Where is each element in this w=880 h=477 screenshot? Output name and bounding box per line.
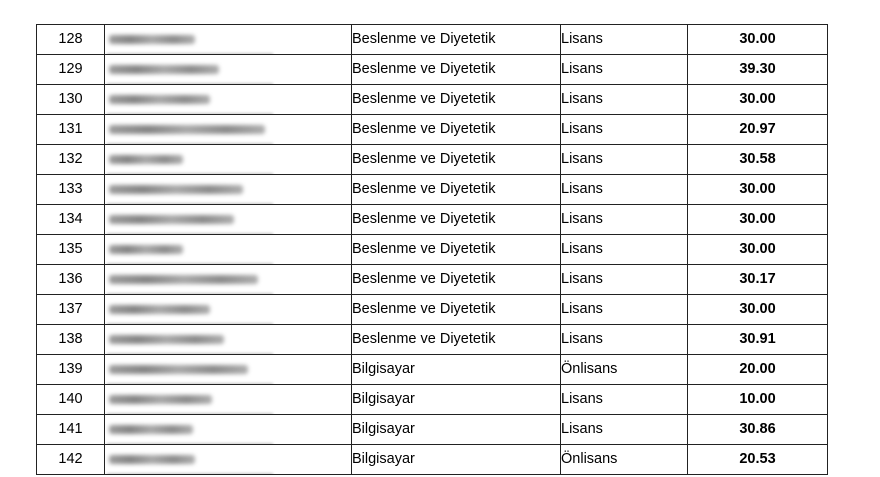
table-row: [37, 115, 828, 145]
department-cell: Beslenme ve Diyetetik: [352, 235, 561, 265]
blurred-name-underline: [107, 473, 273, 475]
table-row: [37, 325, 828, 355]
blurred-name-text: [109, 185, 243, 194]
department-cell: Beslenme ve Diyetetik: [352, 85, 561, 115]
blurred-name-text: [109, 395, 212, 404]
candidate-name-cell: [105, 115, 352, 145]
row-number-cell: 130: [37, 85, 105, 115]
candidate-name-cell: [105, 145, 352, 175]
blurred-name: [105, 235, 351, 264]
blurred-name: [105, 325, 351, 354]
candidate-name-cell: [105, 25, 352, 55]
table-row: [37, 25, 828, 55]
department-cell: Beslenme ve Diyetetik: [352, 295, 561, 325]
score-cell: 30.17: [688, 265, 828, 295]
row-number-cell: 140: [37, 385, 105, 415]
degree-cell: Lisans: [561, 235, 688, 265]
score-cell: 20.53: [688, 445, 828, 475]
department-cell: Beslenme ve Diyetetik: [352, 325, 561, 355]
score-cell: 30.00: [688, 235, 828, 265]
row-number-cell: 129: [37, 55, 105, 85]
score-cell: 30.00: [688, 85, 828, 115]
department-cell: Beslenme ve Diyetetik: [352, 265, 561, 295]
department-cell: Beslenme ve Diyetetik: [352, 145, 561, 175]
degree-cell: Lisans: [561, 385, 688, 415]
blurred-name: [105, 25, 351, 54]
candidate-name-cell: [105, 445, 352, 475]
score-cell: 30.00: [688, 25, 828, 55]
candidate-name-cell: [105, 265, 352, 295]
row-number-cell: 134: [37, 205, 105, 235]
table-row: [37, 175, 828, 205]
score-cell: 20.97: [688, 115, 828, 145]
degree-cell: Lisans: [561, 205, 688, 235]
department-cell: Bilgisayar: [352, 355, 561, 385]
table-row: [37, 295, 828, 325]
blurred-name: [105, 265, 351, 294]
score-cell: 30.58: [688, 145, 828, 175]
degree-cell: Lisans: [561, 295, 688, 325]
blurred-name-text: [109, 335, 224, 344]
candidate-name-cell: [105, 295, 352, 325]
department-cell: Bilgisayar: [352, 445, 561, 475]
blurred-name: [105, 415, 351, 444]
blurred-name: [105, 355, 351, 384]
score-cell: 30.00: [688, 295, 828, 325]
blurred-name-text: [109, 455, 195, 464]
table-row: [37, 265, 828, 295]
row-number-cell: 141: [37, 415, 105, 445]
table-row: [37, 85, 828, 115]
blurred-name: [105, 205, 351, 234]
department-cell: Beslenme ve Diyetetik: [352, 205, 561, 235]
row-number-cell: 132: [37, 145, 105, 175]
blurred-name-text: [109, 125, 265, 134]
blurred-name-text: [109, 305, 210, 314]
table-row: [37, 445, 828, 475]
results-table-body: [37, 25, 828, 475]
score-cell: 30.91: [688, 325, 828, 355]
department-cell: Bilgisayar: [352, 385, 561, 415]
blurred-name-text: [109, 95, 210, 104]
degree-cell: Lisans: [561, 325, 688, 355]
blurred-name-text: [109, 245, 183, 254]
blurred-name-text: [109, 425, 193, 434]
blurred-name: [105, 145, 351, 174]
candidate-name-cell: [105, 235, 352, 265]
department-cell: Beslenme ve Diyetetik: [352, 175, 561, 205]
degree-cell: Lisans: [561, 175, 688, 205]
degree-cell: Lisans: [561, 145, 688, 175]
degree-cell: Lisans: [561, 85, 688, 115]
table-row: [37, 235, 828, 265]
row-number-cell: 137: [37, 295, 105, 325]
candidate-name-cell: [105, 205, 352, 235]
table-row: [37, 145, 828, 175]
degree-cell: Lisans: [561, 55, 688, 85]
blurred-name: [105, 385, 351, 414]
department-cell: Bilgisayar: [352, 415, 561, 445]
table-row: [37, 415, 828, 445]
score-cell: 10.00: [688, 385, 828, 415]
results-table: [36, 24, 828, 475]
blurred-name: [105, 295, 351, 324]
blurred-name-text: [109, 155, 183, 164]
degree-cell: Önlisans: [561, 355, 688, 385]
blurred-name-text: [109, 35, 195, 44]
table-row: [37, 205, 828, 235]
score-cell: 20.00: [688, 355, 828, 385]
row-number-cell: 135: [37, 235, 105, 265]
candidate-name-cell: [105, 415, 352, 445]
blurred-name: [105, 115, 351, 144]
score-cell: 30.00: [688, 205, 828, 235]
blurred-name-text: [109, 365, 248, 374]
degree-cell: Lisans: [561, 25, 688, 55]
row-number-cell: 131: [37, 115, 105, 145]
score-cell: 39.30: [688, 55, 828, 85]
row-number-cell: 136: [37, 265, 105, 295]
candidate-name-cell: [105, 175, 352, 205]
row-number-cell: 139: [37, 355, 105, 385]
department-cell: Beslenme ve Diyetetik: [352, 25, 561, 55]
table-row: [37, 385, 828, 415]
row-number-cell: 133: [37, 175, 105, 205]
score-cell: 30.86: [688, 415, 828, 445]
score-cell: 30.00: [688, 175, 828, 205]
row-number-cell: 128: [37, 25, 105, 55]
row-number-cell: 138: [37, 325, 105, 355]
blurred-name-text: [109, 215, 234, 224]
department-cell: Beslenme ve Diyetetik: [352, 115, 561, 145]
blurred-name: [105, 55, 351, 84]
table-row: [37, 55, 828, 85]
candidate-name-cell: [105, 325, 352, 355]
row-number-cell: 142: [37, 445, 105, 475]
degree-cell: Önlisans: [561, 445, 688, 475]
candidate-name-cell: [105, 385, 352, 415]
table-row: [37, 355, 828, 385]
degree-cell: Lisans: [561, 415, 688, 445]
candidate-name-cell: [105, 85, 352, 115]
degree-cell: Lisans: [561, 265, 688, 295]
degree-cell: Lisans: [561, 115, 688, 145]
blurred-name: [105, 85, 351, 114]
blurred-name-text: [109, 65, 219, 74]
department-cell: Beslenme ve Diyetetik: [352, 55, 561, 85]
blurred-name: [105, 445, 351, 474]
blurred-name: [105, 175, 351, 204]
candidate-name-cell: [105, 55, 352, 85]
candidate-name-cell: [105, 355, 352, 385]
blurred-name-text: [109, 275, 258, 284]
